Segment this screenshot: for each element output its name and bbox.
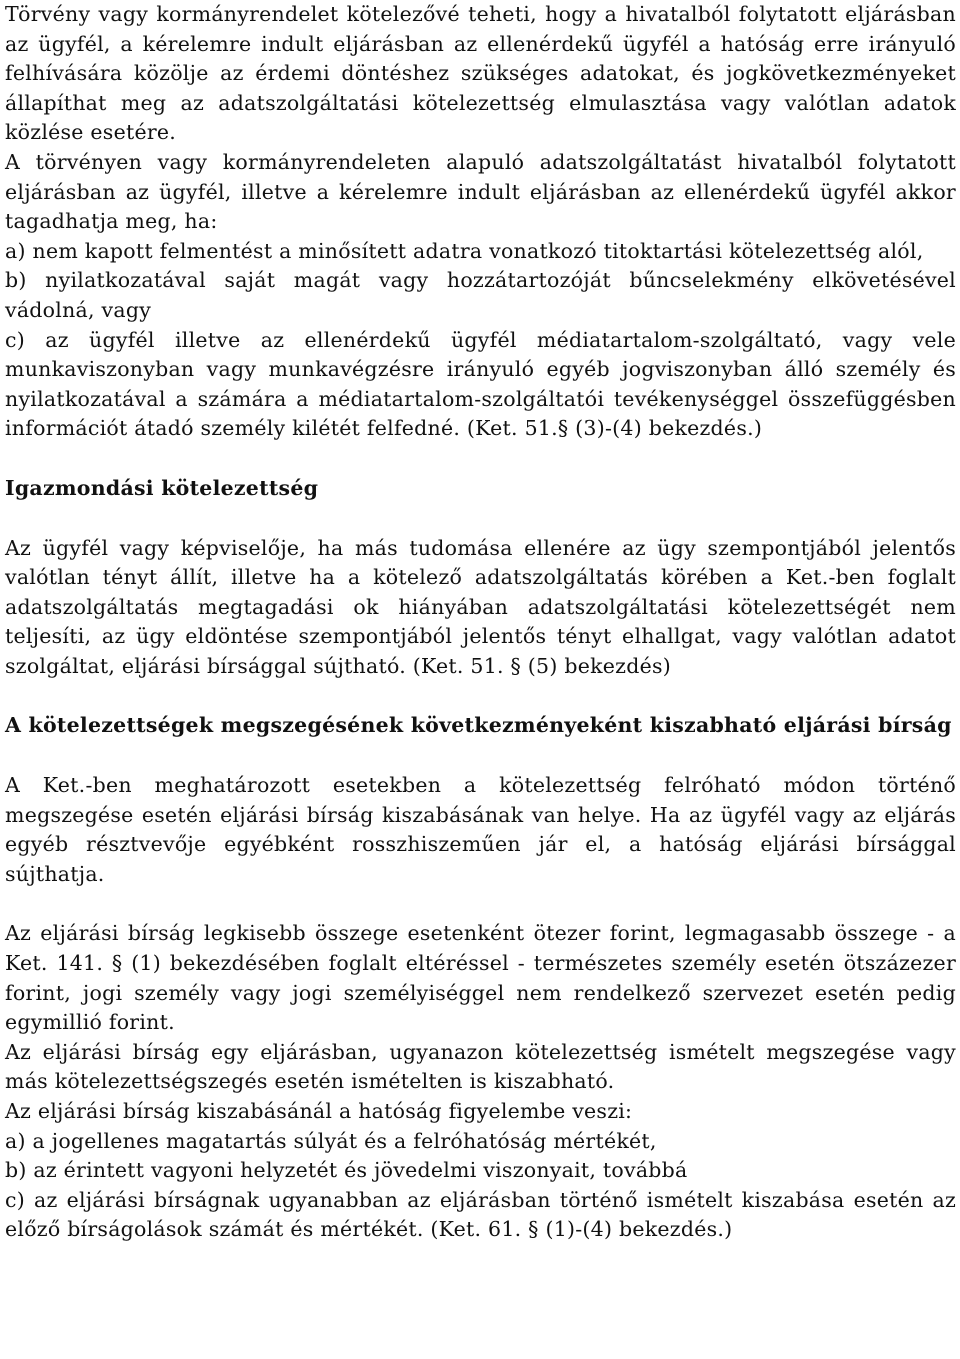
refusal-paragraph: A törvényen vagy kormányrendeleten alapuló adatszolgáltatást hivatalból folytatott eljárásban az ügyfél, illetve a kérelemre indult eljárásban az ellenérdekű ügyfél akkor tagadhatja meg, ha:: [5, 149, 956, 234]
truth-paragraph: Az ügyfél vagy képviselője, ha más tudomása ellenére az ügy szempontjából jelentős valótlan tényt állít, illetve ha a kötelező adatszolgáltatás körében a Ket.-ben foglalt adatszolgáltatás megtagadási ok hiányában adatszolgáltatási kötelezettségét nem teljesíti, az ügy eldöntése szempontjából jelentős tényt elhallgat, vagy valótlan adatot szolgáltat, eljárási bírsággal sújtható. (Ket. 51. § (5) bekezdés): [5, 535, 956, 678]
intro-paragraph: Törvény vagy kormányrendelet kötelezővé teheti, hogy a hivatalból folytatott eljárásban az ügyfél, a kérelemre indult eljárásban az ellenérdekű ügyfél a hatóság erre irányuló felhívására közölje az érdemi döntéshez szükséges adatokat, és jogkövetkezményeket állapíthat meg az adatszolgáltatási kötelezettség elmulasztása vagy valótlan adatok közlése esetére.: [5, 2, 956, 145]
refusal-item-b: b) nyilatkozatával saját magát vagy hozzátartozóját bűncselekmény elkövetésével vádolná, vagy: [5, 268, 956, 322]
refusal-item-c: c) az ügyfél illetve az ellenérdekű ügyfél médiatartalom-szolgáltató, vagy vele munkaviszonyban vagy munkavégzésre irányuló egyéb jogviszonyban álló személy és nyilatkozatával a számára a médiatartalom-szolgáltatói tevékenységgel összefüggésben információt átadó személy kilétét felfedné. (Ket. 51.§ (3)-(4) bekezdés.): [5, 327, 956, 441]
fine-paragraph-2: Az eljárási bírság legkisebb összege esetenként ötezer forint, legmagasabb összege - a Ket. 141. § (1) bekezdésében foglalt eltéréssel - természetes személy esetén ötszázezer forint, jogi személy vagy jogi személyiséggel nem rendelkező szervezet esetén pedig egymillió forint.: [5, 921, 956, 1035]
document-page: [5, 0, 956, 1245]
refusal-item-a: a) nem kapott felmentést a minősített adatra vonatkozó titoktartási kötelezettség alól,: [5, 238, 924, 263]
fine-item-a: a) a jogellenes magatartás súlyát és a felróhatóság mértékét,: [5, 1128, 657, 1153]
fine-paragraph-1: A Ket.-ben meghatározott esetekben a kötelezettség felróható módon történő megszegése esetén eljárási bírság kiszabásának van helye. Ha az ügyfél vagy az eljárás egyéb résztvevője egyébként rosszhiszeműen jár el, a hatóság eljárási bírsággal sújthatja.: [5, 773, 956, 886]
truth-heading: Igazmondási kötelezettség: [5, 475, 319, 500]
fine-paragraph-3: Az eljárási bírság egy eljárásban, ugyanazon kötelezettség ismételt megszegése vagy más kötelezettségszegés esetén ismételten is kiszabható.: [5, 1039, 956, 1094]
fine-paragraph-4: Az eljárási bírság kiszabásánál a hatóság figyelembe veszi:: [5, 1099, 633, 1123]
fine-heading: A kötelezettségek megszegésének következményeként kiszabható eljárási bírság: [5, 713, 952, 738]
fine-item-c: c) az eljárási bírságnak ugyanabban az eljárásban történő ismételt kiszabása esetén az előző bírságolások számát és mértékét. (Ket. 61. § (1)-(4) bekezdés.): [5, 1187, 956, 1242]
fine-item-b: b) az érintett vagyoni helyzetét és jövedelmi viszonyait, továbbá: [5, 1158, 688, 1183]
